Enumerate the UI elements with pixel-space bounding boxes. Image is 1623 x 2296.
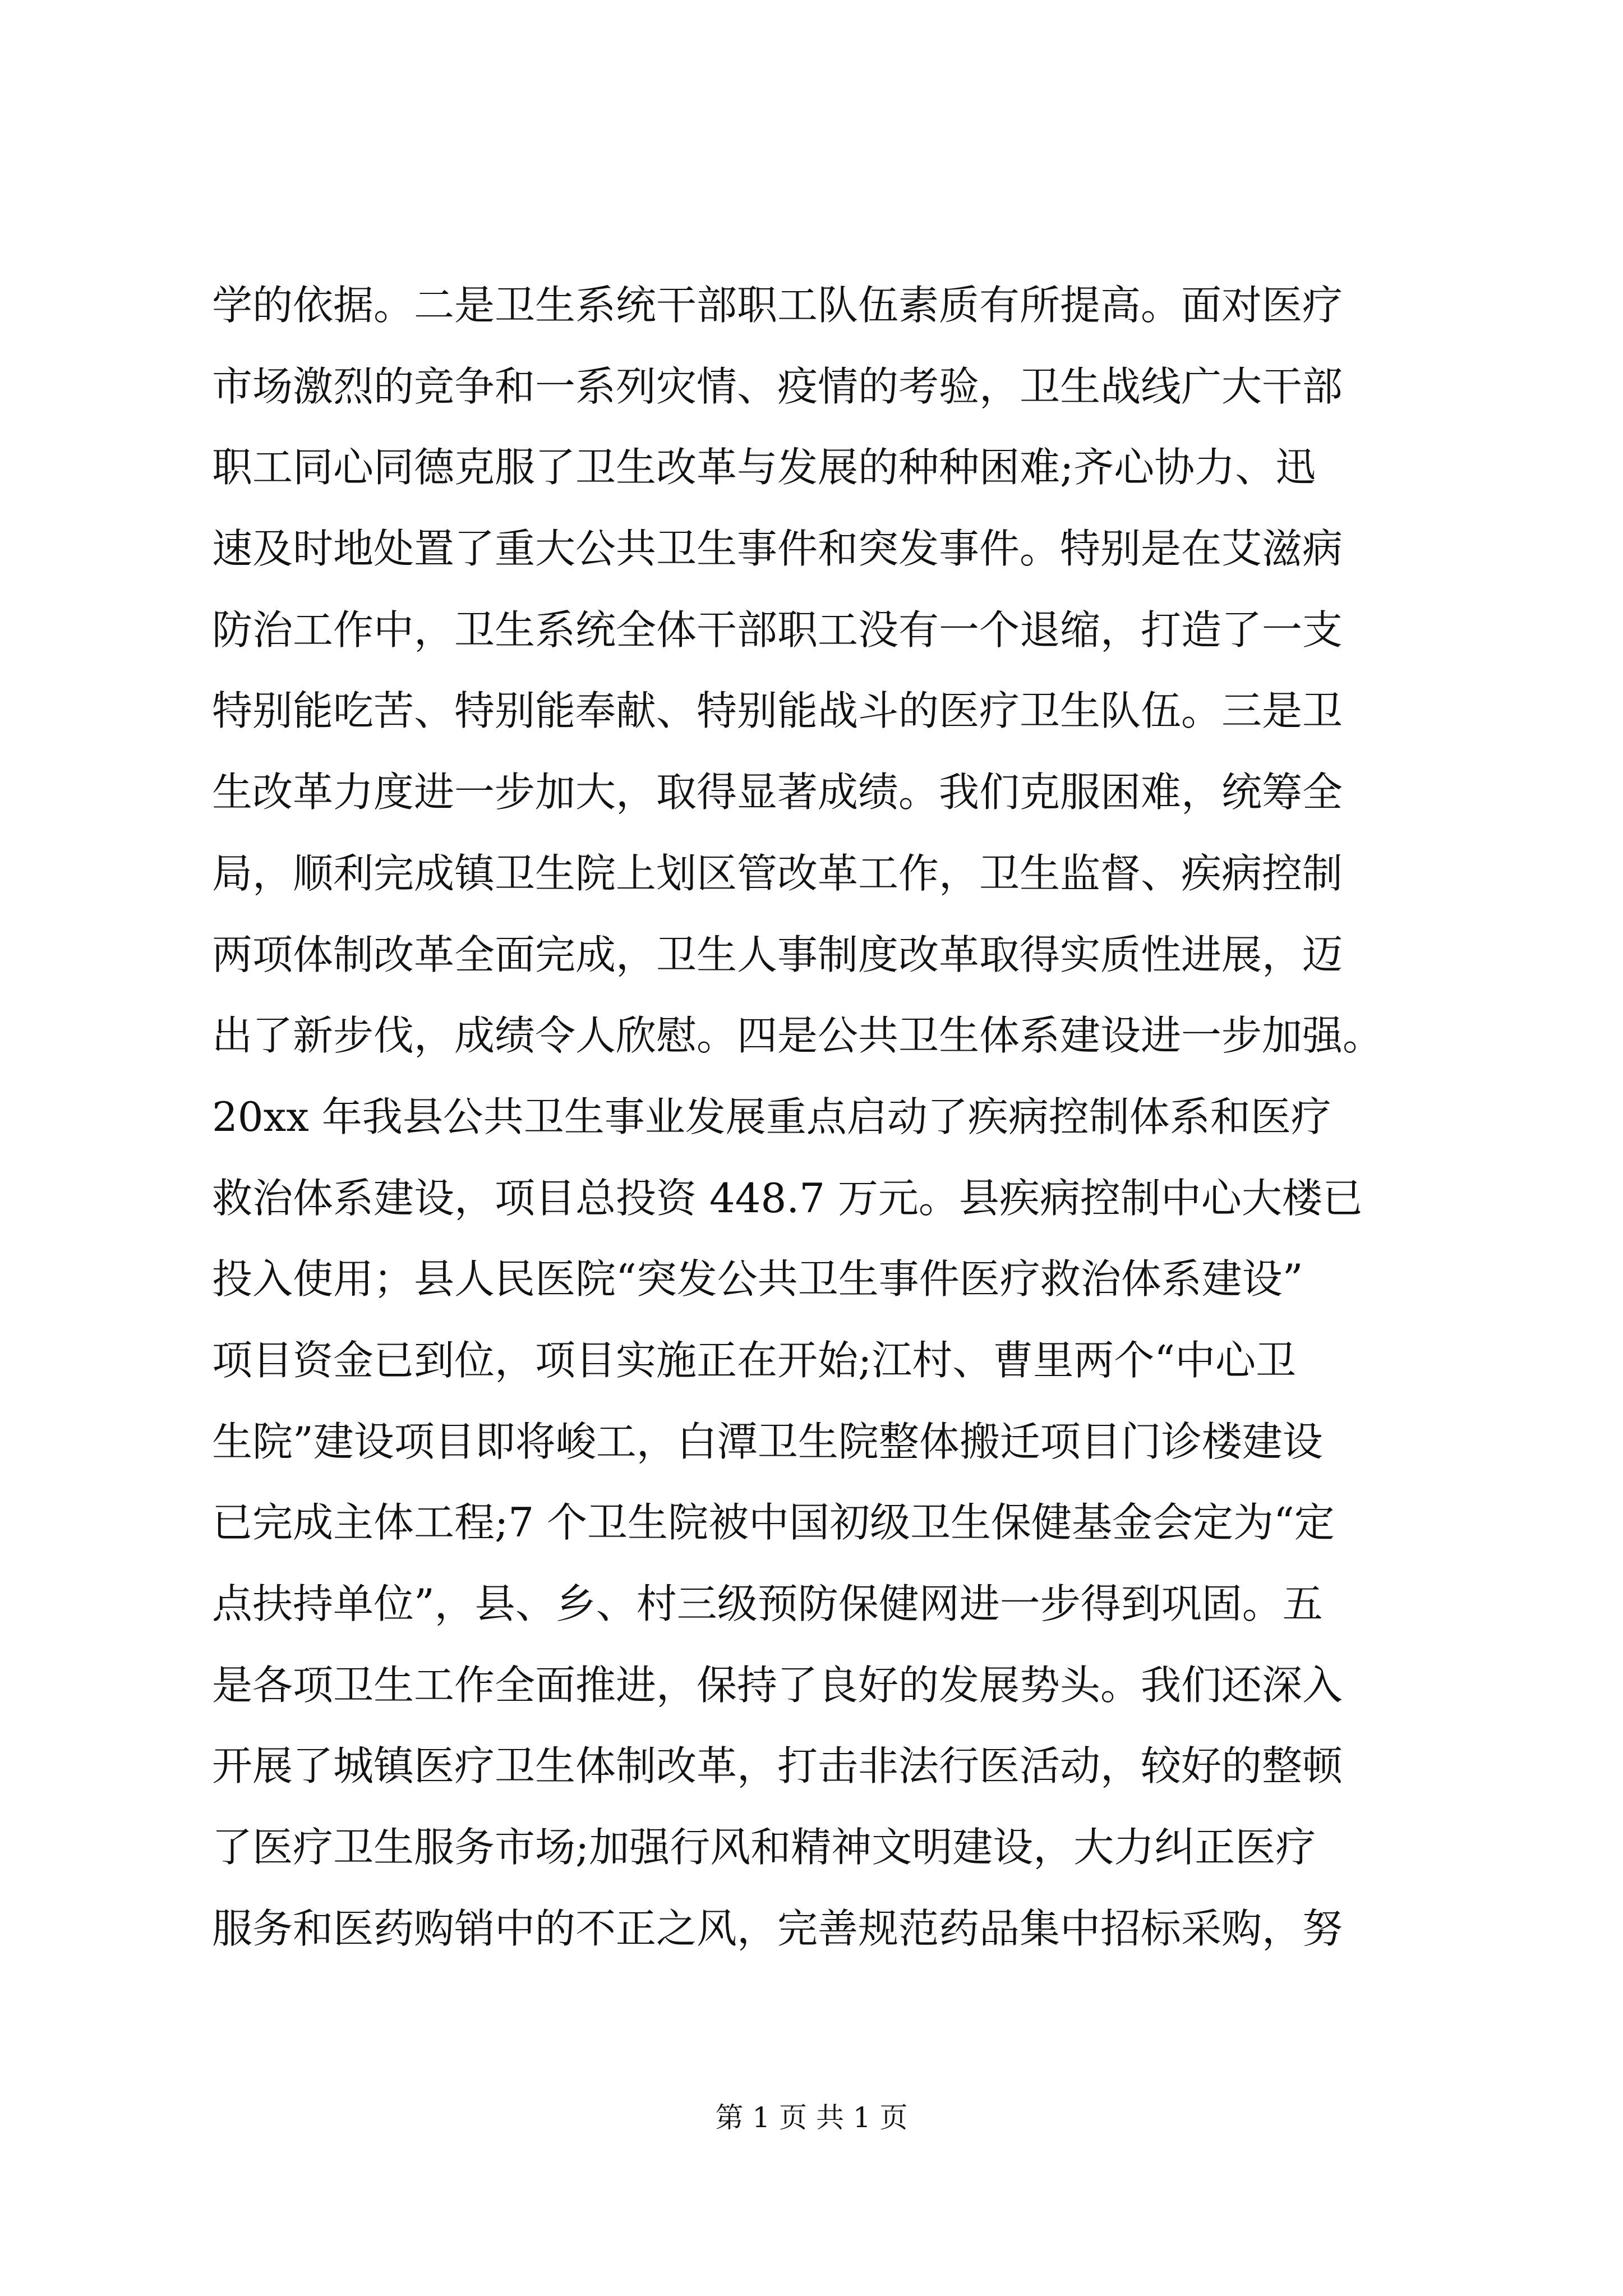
text-line: 学的依据。二是卫生系统干部职工队伍素质有所提高。面对医疗 bbox=[212, 282, 1343, 329]
text-line: 生院”建设项目即将峻工，白潭卫生院整体搬迁项目门诊楼建设 bbox=[212, 1418, 1323, 1465]
text-line: 是各项卫生工作全面推进，保持了良好的发展势头。我们还深入 bbox=[212, 1661, 1343, 1709]
page-footer: 第 1 页 共 1 页 bbox=[715, 2101, 908, 2134]
text-line: 速及时地处置了重大公共卫生事件和突发事件。特别是在艾滋病 bbox=[212, 525, 1343, 573]
text-line: 开展了城镇医疗卫生体制改革，打击非法行医活动，较好的整顿 bbox=[212, 1742, 1343, 1790]
text-line: 点扶持单位”，县、乡、村三级预防保健网进一步得到巩固。五 bbox=[212, 1580, 1323, 1627]
text-line: 生改革力度进一步加大，取得显著成绩。我们克服困难，统筹全 bbox=[212, 769, 1343, 816]
text-line: 职工同心同德克服了卫生改革与发展的种种困难;齐心协力、迅 bbox=[212, 444, 1316, 491]
text-line: 投入使用；县人民医院“突发公共卫生事件医疗救治体系建设” bbox=[212, 1255, 1303, 1303]
text-line: 防治工作中，卫生系统全体干部职工没有一个退缩，打造了一支 bbox=[212, 606, 1343, 654]
text-line: 已完成主体工程;7 个卫生院被中国初级卫生保健基金会定为“定 bbox=[212, 1499, 1335, 1547]
body-text bbox=[212, 265, 1423, 1969]
text-line: 救治体系建设，项目总投资 448.7 万元。县疾病控制中心大楼已 bbox=[212, 1174, 1363, 1222]
text-line: 两项体制改革全面完成，卫生人事制度改革取得实质性进展，迈 bbox=[212, 931, 1343, 978]
text-line: 20xx 年我县公共卫生事业发展重点启动了疾病控制体系和医疗 bbox=[212, 1093, 1331, 1140]
text-line: 市场激烈的竞争和一系列灾情、疫情的考验，卫生战线广大干部 bbox=[212, 362, 1343, 410]
text-line: 局，顺利完成镇卫生院上划区管改革工作，卫生监督、疾病控制 bbox=[212, 849, 1343, 897]
text-line: 了医疗卫生服务市场;加强行风和精神文明建设，大力纠正医疗 bbox=[212, 1824, 1316, 1871]
text-line: 出了新步伐，成绩令人欣慰。四是公共卫生体系建设进一步加强。 bbox=[212, 1012, 1384, 1060]
text-line: 服务和医药购销中的不正之风，完善规范药品集中招标采购，努 bbox=[212, 1904, 1343, 1952]
text-line: 项目资金已到位，项目实施正在开始;江村、曹里两个“中心卫 bbox=[212, 1336, 1297, 1384]
text-line: 特别能吃苦、特别能奉献、特别能战斗的医疗卫生队伍。三是卫 bbox=[212, 687, 1343, 735]
